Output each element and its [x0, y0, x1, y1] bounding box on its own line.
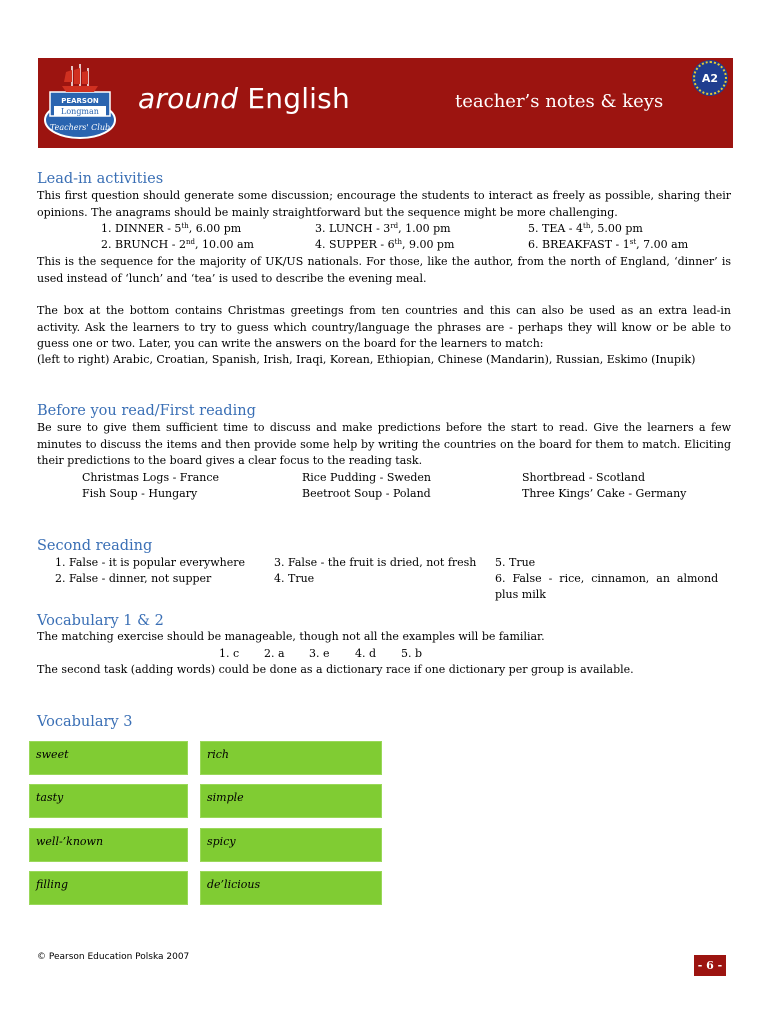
vocab12-para2: The second task (adding words) could be done as a dictionary race if one dictionary per group is available. — [37, 663, 634, 676]
leadin-para3: The box at the bottom contains Christmas greetings from ten countries and this can also be used as an extra lead-in activity. Ask the learners to try to guess which country/language the phrases are - perhaps they will know or be able to guess one or two. Later, you can write the answers on the board for the learners to match: — [37, 304, 731, 350]
level-label: A2 — [701, 71, 719, 85]
vocab12-heading: Vocabulary 1 & 2 — [37, 613, 164, 629]
vocab-box: sweet — [29, 741, 188, 775]
page-number: - 6 - — [694, 955, 726, 976]
header-banner — [38, 58, 733, 148]
copyright: © Pearson Education Polska 2007 — [37, 952, 190, 962]
answer-item: 4. True — [274, 572, 315, 585]
key-item: 3. e — [309, 647, 330, 660]
svg-text:Longman: Longman — [61, 107, 99, 116]
meal-2: 2. BRUNCH - 2nd, 10.00 am — [101, 238, 254, 251]
meal-6: 6. BREAKFAST - 1st, 7.00 am — [528, 238, 689, 251]
vocab-box: well-’known — [29, 828, 188, 862]
match-item: Three Kings’ Cake - Germany — [522, 487, 687, 500]
key-item: 1. c — [219, 647, 240, 660]
before-para: Be sure to give them sufficient time to discuss and make predictions before the start to read. Give the learners a few minutes to discuss the items and then provide some help by writing the countries on the board for them to match. Eliciting their predictions to the board gives a clear focus to the reading task. — [37, 421, 731, 467]
leadin-heading: Lead-in activities — [37, 171, 164, 187]
vocab12-para1: The matching exercise should be manageable, though not all the examples will be familiar. — [37, 630, 545, 643]
leadin-para2: This is the sequence for the majority of UK/US nationals. For those, like the author, from the north of England, ‘dinner’ is used instead of ‘lunch’ and ‘tea’ is used to describe the evening meal. — [37, 255, 731, 285]
meal-1: 1. DINNER - 5th, 6.00 pm — [101, 222, 242, 235]
notes-title: teacher’s notes & keys — [455, 91, 664, 112]
match-item: Fish Soup - Hungary — [82, 487, 198, 500]
answer-item: 6. False - rice, cinnamon, an almond — [495, 572, 719, 585]
brand-bold: English — [247, 82, 350, 115]
meal-5: 5. TEA - 4th, 5.00 pm — [528, 222, 643, 235]
vocab3-heading: Vocabulary 3 — [37, 714, 133, 730]
meal-4: 4. SUPPER - 6th, 9.00 pm — [315, 238, 455, 251]
brand-title — [138, 82, 350, 115]
svg-text:Teachers' Club: Teachers' Club — [49, 123, 111, 132]
vocab-box: de’licious — [200, 871, 382, 905]
key-item: 2. a — [264, 647, 285, 660]
vocab-box: filling — [29, 871, 188, 905]
match-item: Shortbread - Scotland — [522, 471, 645, 484]
match-item: Christmas Logs - France — [82, 471, 220, 484]
leadin-para4: (left to right) Arabic, Croatian, Spanish, Irish, Iraqi, Korean, Ethiopian, Chinese (Mandarin), Russian, Eskimo (Inupik) — [37, 353, 696, 366]
brand-light: around — [138, 82, 239, 115]
vocab-box: simple — [200, 784, 382, 818]
answer-item: plus milk — [495, 588, 546, 601]
pearson-longman-logo — [42, 62, 118, 142]
match-item: Beetroot Soup - Poland — [302, 487, 431, 500]
meal-3: 3. LUNCH - 3rd, 1.00 pm — [315, 222, 451, 235]
answer-item: 2. False - dinner, not supper — [55, 572, 212, 585]
svg-text:PEARSON: PEARSON — [61, 97, 99, 105]
key-item: 4. d — [355, 647, 377, 660]
vocab-box: rich — [200, 741, 382, 775]
key-item: 5. b — [401, 647, 423, 660]
before-heading: Before you read/First reading — [37, 403, 256, 419]
level-badge — [692, 60, 728, 96]
second-heading: Second reading — [37, 538, 153, 554]
leadin-para1: This first question should generate some discussion; encourage the students to interact as freely as possible, sharing their opinions. The anagrams should be mainly straightforward but the sequence might be more challenging. — [37, 189, 731, 219]
match-item: Rice Pudding - Sweden — [302, 471, 431, 484]
answer-item: 3. False - the fruit is dried, not fresh — [274, 556, 477, 569]
vocab-box: tasty — [29, 784, 188, 818]
answer-item: 5. True — [495, 556, 536, 569]
answer-item: 1. False - it is popular everywhere — [55, 556, 246, 569]
vocab-box: spicy — [200, 828, 382, 862]
